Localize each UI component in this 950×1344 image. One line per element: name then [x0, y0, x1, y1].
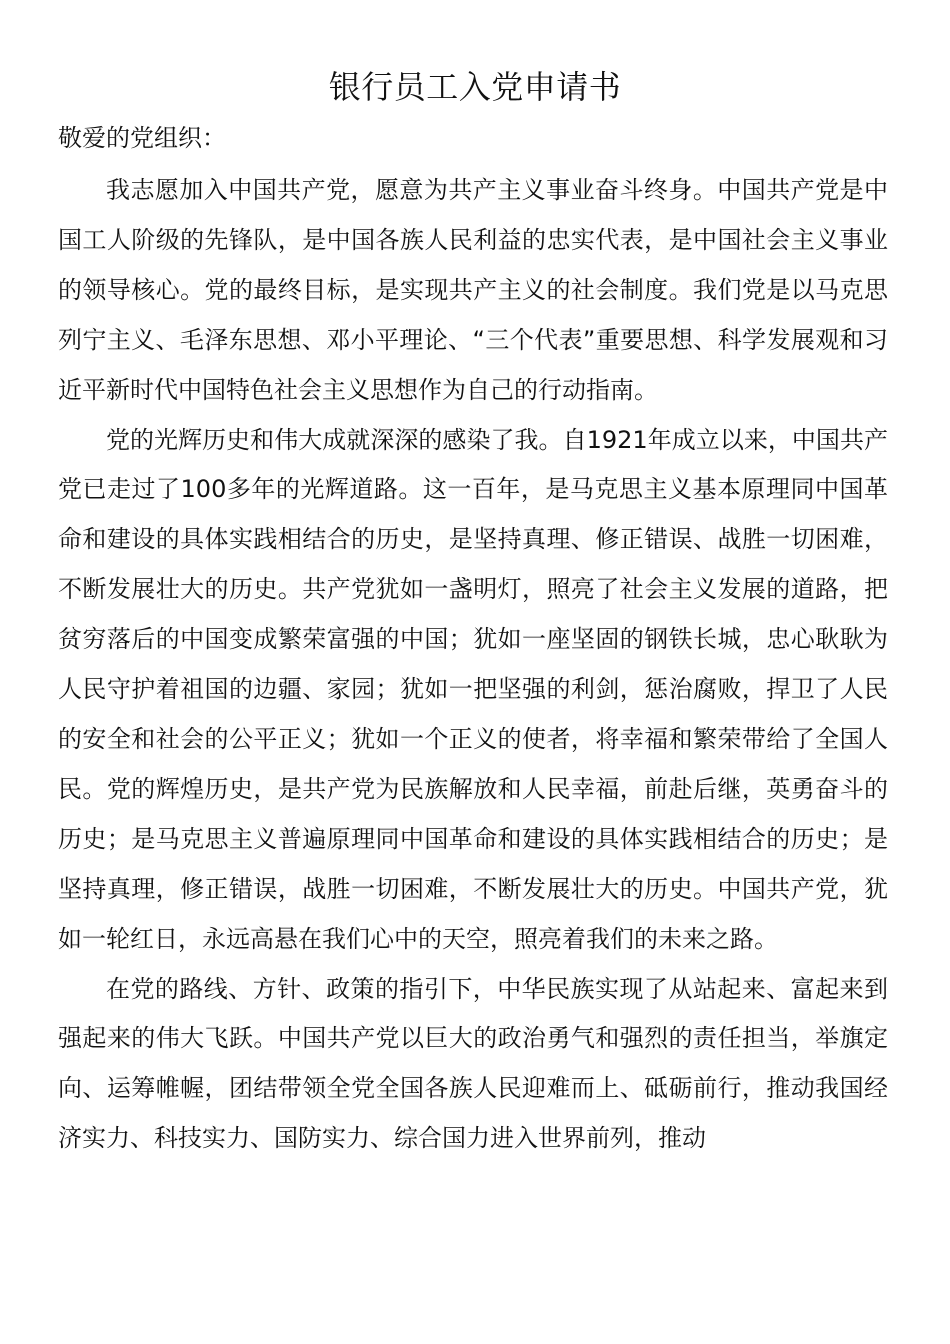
paragraph-1: 我志愿加入中国共产党，愿意为共产主义事业奋斗终身。中国共产党是中国工人阶级的先锋队，是中国各族人民利益的忠实代表，是中国社会主义事业的领导核心。党的最终目标，是实现共产主义的社会制度。我们党是以马克思列宁主义、毛泽东思想、邓小平理论、“三个代表”重要思想、科学发展观和习近平新时代中国特色社会主义思想作为自己的行动指南。	[58, 176, 888, 404]
document-body	[58, 166, 888, 1164]
document-title: 银行员工入党申请书	[328, 68, 622, 106]
paragraph-3: 在党的路线、方针、政策的指引下，中华民族实现了从站起来、富起来到强起来的伟大飞跃。中国共产党以巨大的政治勇气和强烈的责任担当，举旗定向、运筹帷幄，团结带领全党全国各族人民迎难而上、砥砺前行，推动我国经济实力、科技实力、国防实力、综合国力进入世界前列，推动	[58, 974, 888, 1153]
paragraph-2: 党的光辉历史和伟大成就深深的感染了我。自1921年成立以来，中国共产党已走过了100多年的光辉道路。这一百年，是马克思主义基本原理同中国革命和建设的具体实践相结合的历史，是坚持真理、修正错误、战胜一切困难，不断发展壮大的历史。共产党犹如一盏明灯，照亮了社会主义发展的道路，把贫穷落后的中国变成繁荣富强的中国；犹如一座坚固的钢铁长城，忠心耿耿为人民守护着祖国的边疆、家园；犹如一把坚强的利剑，惩治腐败，捍卫了人民的安全和社会的公平正义；犹如一个正义的使者，将幸福和繁荣带给了全国人民。党的辉煌历史，是共产党为民族解放和人民幸福，前赴后继，英勇奋斗的历史；是马克思主义普遍原理同中国革命和建设的具体实践相结合的历史；是坚持真理，修正错误，战胜一切困难，不断发展壮大的历史。中国共产党，犹如一轮红日，永远高悬在我们心中的天空，照亮着我们的未来之路。	[58, 425, 888, 953]
salutation: 敬爱的党组织：	[58, 124, 226, 152]
